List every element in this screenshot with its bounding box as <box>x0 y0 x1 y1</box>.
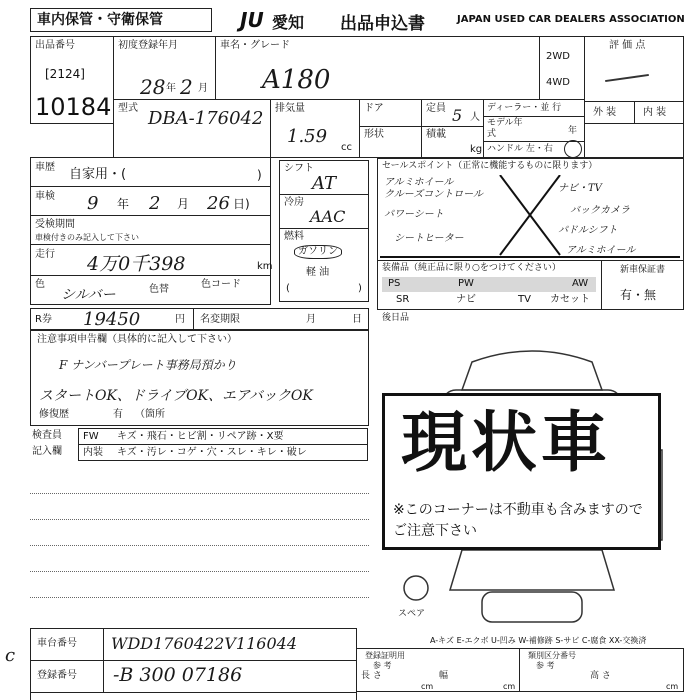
first-reg-year: 28 <box>140 75 166 99</box>
capacity-label: 定員 <box>426 103 446 114</box>
equipment-navi: ナビ <box>456 294 476 305</box>
doors-label: ドア <box>364 103 384 114</box>
drive-4wd: 4WD <box>546 77 570 88</box>
sales-point-item: シートヒーター <box>394 233 464 244</box>
repair-label: 修復歴 <box>39 409 69 420</box>
equipment-row-1 <box>382 277 596 292</box>
association-name: JAPAN USED CAR DEALERS ASSOCIATION <box>457 14 685 25</box>
org-name: 愛知 <box>272 13 305 32</box>
interior-options: キズ・汚レ・コゲ・穴・スレ・キレ・破レ <box>117 447 307 458</box>
warranty-label: 新車保証書 <box>620 265 666 275</box>
equipment-sr: SR <box>396 294 410 305</box>
aircon-box <box>279 194 369 229</box>
registration-label: 登録番号 <box>37 670 77 681</box>
equipment-cassette: カセット <box>550 294 590 305</box>
load-label: 積載 <box>426 129 446 140</box>
length-unit: cm <box>421 682 434 691</box>
capacity-unit: 人 <box>470 112 480 123</box>
interior-label: 内装 <box>83 447 103 458</box>
certificate-sub: 参 考 <box>373 661 392 670</box>
rating-interior-label: 内 装 <box>643 107 667 118</box>
lot-number-label: 出品番号 <box>35 40 75 51</box>
remarks-line-1: F ナンバープレート事務局預かり <box>59 358 237 372</box>
name-change-month: 月 <box>306 314 316 325</box>
chassis-box <box>30 628 357 661</box>
class-sub: 参 考 <box>536 661 555 670</box>
height-label: 高 さ <box>590 671 611 681</box>
inspection-month: 2 <box>149 193 161 214</box>
registration-value: -B 300 07186 <box>113 664 243 686</box>
car-name-box <box>215 36 540 100</box>
sales-points-list <box>380 175 682 259</box>
shift-label: シフト <box>284 163 314 174</box>
interior-row <box>78 444 368 461</box>
inspection-period-label: 受検期間 <box>35 219 75 230</box>
sales-point-item: パドルシフト <box>558 225 618 236</box>
drive-box <box>539 36 585 100</box>
handle-label: ハンドル 左・右 <box>487 144 553 154</box>
as-is-stamp <box>382 393 661 550</box>
fw-row <box>78 428 368 445</box>
name-change-day: 日 <box>352 314 362 325</box>
name-change-label: 名変期限 <box>200 314 240 325</box>
color-code-label: 色コード <box>201 279 241 290</box>
sales-point-item: ナビ・TV <box>558 183 602 194</box>
recycle-label: R券 <box>35 314 52 325</box>
name-change-box <box>193 308 369 330</box>
rating-exterior-label: 外 装 <box>593 107 617 118</box>
first-reg-box <box>113 36 216 100</box>
model-label: 型式 <box>118 103 138 114</box>
first-reg-month-unit: 月 <box>198 83 208 94</box>
ju-logo: JU <box>240 8 264 32</box>
model-year-unit: 年 <box>568 126 578 136</box>
load-unit: kg <box>470 144 483 155</box>
shift-value: AT <box>312 173 337 194</box>
color-change-label: 色替 <box>149 284 169 295</box>
inspector-label-1: 検査員 <box>32 430 62 441</box>
warranty-options: 有・無 <box>620 288 657 302</box>
lot-number: 10184 <box>35 93 112 121</box>
equipment-label: 装備品（純正品に限り○をつけてください） <box>382 263 561 273</box>
later-items-label: 後日品 <box>382 313 410 323</box>
remarks-line-2: スタートOK、ドライブOK、エアバックOK <box>39 388 313 404</box>
sales-point-item: パワーシート <box>384 209 444 220</box>
sales-points-cross-out <box>380 175 682 259</box>
mileage-value: 4万0千398 <box>87 253 186 275</box>
mileage-box <box>30 244 271 276</box>
mileage-unit: km <box>257 261 273 272</box>
equipment-ps: PS <box>388 278 401 289</box>
displacement-unit: cc <box>341 142 352 153</box>
inspection-year-unit: 年 <box>117 197 130 211</box>
sales-point-item: アルミホイール <box>384 177 454 188</box>
sales-point-item: アルミホイール <box>566 245 636 256</box>
width-unit: cm <box>503 682 516 691</box>
inspection-day: 26 <box>207 193 230 214</box>
inspector-label-2: 記入欄 <box>32 446 62 457</box>
recycle-value: 19450 <box>83 309 141 330</box>
fw-options: キズ・飛石・ヒビ割・リペア跡・X要 <box>117 431 284 442</box>
inspection-month-unit: 月 <box>177 197 190 211</box>
inspection-year: 9 <box>87 193 99 214</box>
aircon-value: AAC <box>310 207 346 226</box>
fuel-option: 軽 油 <box>306 267 330 278</box>
history-close: ) <box>257 168 262 182</box>
rating-box <box>584 36 684 124</box>
dealer-label: ディーラー・並 行 <box>487 103 562 113</box>
rating-mark <box>605 74 649 82</box>
drive-2wd: 2WD <box>546 51 570 62</box>
warranty-box <box>601 260 684 310</box>
history-label: 車歴 <box>35 162 55 173</box>
class-box <box>519 648 684 692</box>
damage-legend: A-キズ E-エクボ U-凹み W-補修跡 S-サビ C-腐食 XX-交換済 <box>430 636 647 645</box>
length-label: 長 さ <box>361 671 382 681</box>
inspection-day-unit: 日) <box>233 197 250 211</box>
registration-box <box>30 660 357 693</box>
corner-mark: c <box>5 645 16 666</box>
first-reg-month: 2 <box>180 75 193 99</box>
lot-number-box <box>30 36 114 124</box>
equipment-aw: AW <box>572 278 589 289</box>
fuel-label: 燃料 <box>284 231 304 242</box>
equipment-pw: PW <box>458 278 474 289</box>
recycle-box <box>30 308 194 330</box>
rating-extra-box <box>584 123 684 158</box>
color-label: 色 <box>35 279 45 290</box>
equipment-tv: TV <box>518 294 531 305</box>
form-title: 出品申込書 <box>340 14 425 34</box>
capacity-value: 5 <box>452 106 463 125</box>
first-reg-year-unit: 年 <box>166 83 176 94</box>
sales-point-item: バックカメラ <box>570 205 630 216</box>
fuel-value-circled: ガソリン <box>294 245 342 259</box>
equipment-box <box>377 260 602 310</box>
history-box <box>30 157 271 187</box>
fuel-box: 燃料 ガソリン 軽 油 ( ) <box>279 228 369 302</box>
certificate-label: 登録証明用 <box>365 651 405 660</box>
dealer-box <box>483 99 585 158</box>
inspection-label: 車検 <box>35 191 55 202</box>
inspector-section <box>30 428 369 464</box>
car-name-value: A180 <box>262 65 331 95</box>
doors-box <box>359 99 422 158</box>
inspection-period-note: 車検付きのみ記入して下さい <box>35 233 139 242</box>
handle-right-circle <box>564 140 582 158</box>
color-value: シルバー <box>61 287 116 303</box>
history-value: 自家用・( <box>69 167 127 182</box>
color-box <box>30 275 271 305</box>
bottom-strip <box>30 692 357 700</box>
lot-sub-number: [2124] <box>45 67 85 81</box>
spare-label: スペア <box>398 609 426 619</box>
sales-points-label: セールスポイント（正常に機能するものに限ります） <box>382 161 598 171</box>
displacement-value: 1.59 <box>287 126 328 147</box>
first-reg-label: 初度登録年月 <box>118 40 178 51</box>
inspection-box <box>30 186 271 216</box>
storage-notice-box <box>30 8 212 32</box>
width-label: 幅 <box>439 671 449 681</box>
model-year-label: モデル年式 <box>487 118 523 139</box>
sales-points-box <box>377 158 684 261</box>
remarks-label: 注意事項申告欄（具体的に記入して下さい） <box>37 334 237 345</box>
inspection-notes-box <box>30 215 271 245</box>
fw-label: FW <box>83 431 99 442</box>
model-box <box>113 99 271 158</box>
capacity-box <box>421 99 484 158</box>
as-is-stamp-text: 現状車 <box>401 404 611 481</box>
class-label: 類別区分番号 <box>528 651 576 660</box>
displacement-box <box>270 99 360 158</box>
as-is-stamp-notice: ※このコーナーは不動車も含みますのでご注意下さい <box>393 502 643 539</box>
chassis-label: 車台番号 <box>37 638 77 649</box>
shape-label: 形状 <box>364 129 384 140</box>
certificate-box <box>356 648 520 692</box>
remarks-box <box>30 330 369 426</box>
displacement-label: 排気量 <box>275 103 305 114</box>
height-unit: cm <box>666 682 679 691</box>
storage-notice: 車内保管・守衛保管 <box>37 12 163 28</box>
mileage-label: 走行 <box>35 249 55 260</box>
aircon-label: 冷房 <box>284 197 304 208</box>
repair-value: 有 <box>113 409 123 420</box>
recycle-unit: 円 <box>175 314 185 325</box>
sales-point-item: クルーズコントロール <box>384 189 483 200</box>
model-value: DBA-176042 <box>148 108 264 129</box>
chassis-value: WDD1760422V116044 <box>111 634 297 653</box>
shift-box <box>279 160 369 195</box>
rating-label: 評 価 点 <box>609 40 646 51</box>
car-name-label: 車名・グレード <box>220 40 290 51</box>
repair-detail: （箇所 <box>135 409 165 420</box>
